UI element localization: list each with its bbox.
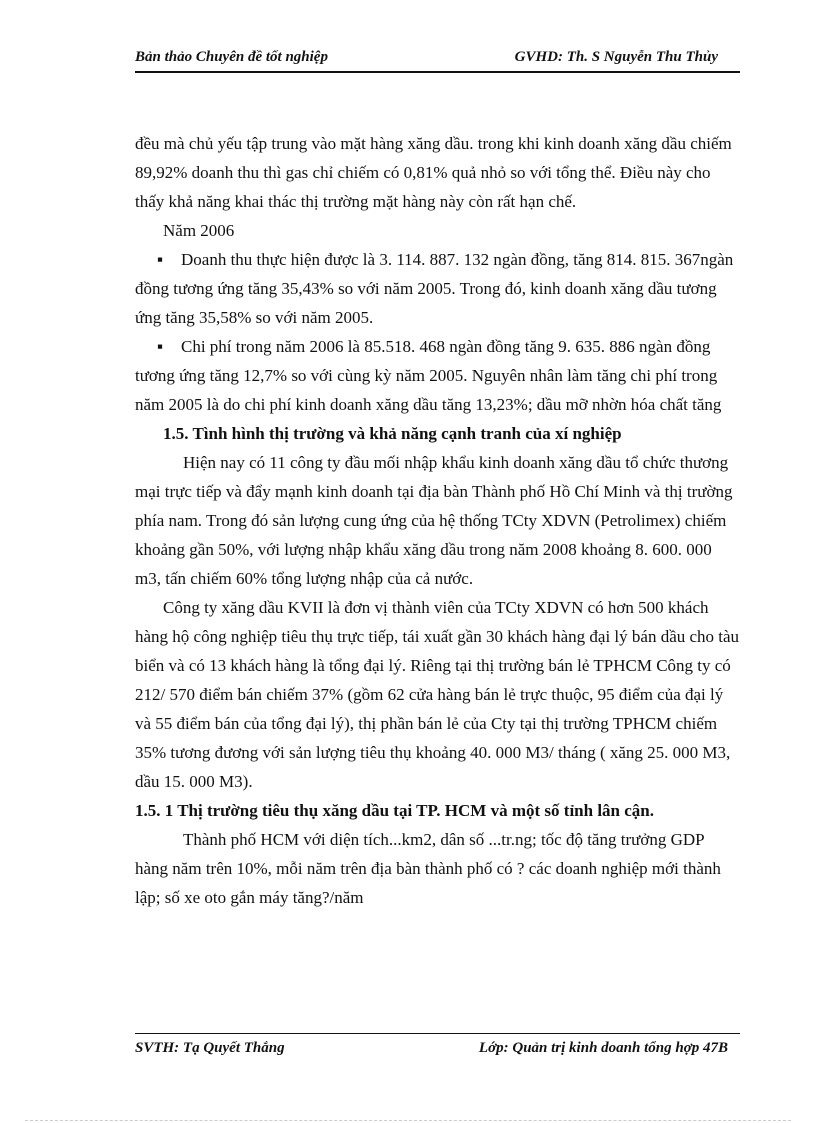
bullet-revenue-text: Doanh thu thực hiện được là 3. 114. 887. 132 ngàn đồng, tăng 814. 815. 367ngàn đồng tương ứng tăng 35,43% so với năm 2005. Trong đó, kinh doanh xăng dầu tương ứng tăng 35,58% so với năm 2005. [135,250,734,327]
section-heading-hcm-market: 1.5. 1 Thị trường tiêu thụ xăng dầu tại TP. HCM và một số tỉnh lân cận. [135,801,654,820]
document-body [135,129,740,912]
paragraph-gas-share: đều mà chủ yếu tập trung vào mặt hàng xăng dầu. trong khi kinh doanh xăng dầu chiếm 89,92% doanh thu thì gas chỉ chiếm có 0,81% quả nhỏ so với tổng thể. Điều này cho thấy khả năng khai thác thị trường mặt hàng này còn rất hạn chế. [135,134,732,211]
header-document-title: Bản thảo Chuyên đề tốt nghiệp [135,49,328,65]
bullet-cost-text: Chi phí trong năm 2006 là 85.518. 468 ngàn đồng tăng 9. 635. 886 ngàn đồng tương ứng tăng 12,7% so với cùng kỳ năm 2005. Nguyên nhân làm tăng chi phí trong năm 2005 là do chi phí kinh doanh xăng dầu tăng 13,23%; dầu mỡ nhờn hóa chất tăng [135,337,722,414]
bullet-marker: ▪ [157,337,164,356]
paragraph-importers: Hiện nay có 11 công ty đầu mối nhập khẩu kinh doanh xăng dầu tổ chức thương mại trực tiếp và đẩy mạnh kinh doanh tại địa bàn Thành phố Hồ Chí Minh và thị trường phía nam. Trong đó sản lượng cung ứng của hệ thống TCty XDVN (Petrolimex) chiếm khoảng gần 50%, với lượng nhập khẩu xăng dầu trong năm 2008 khoảng 8. 600. 000 m3, tấn chiếm 60% tổng lượng nhập của cả nước. [135,453,733,588]
page-footer [135,1033,740,1056]
footer-class: Lớp: Quản trị kinh doanh tổng hợp 47B [478,1040,728,1056]
bullet-revenue [135,245,740,332]
header-supervisor: GVHD: Th. S Nguyễn Thu Thủy [514,49,718,65]
bullet-marker: ▪ [157,250,164,269]
page-bottom-edge [25,1120,791,1121]
footer-student: SVTH: Tạ Quyết Thắng [135,1040,285,1056]
year-label: Năm 2006 [163,221,235,240]
section-heading-market: 1.5. Tình hình thị trường và khả năng cạnh tranh của xí nghiệp [163,424,622,443]
bullet-cost [135,332,740,419]
page-header [135,47,740,73]
paragraph-company-kvii: Công ty xăng dầu KVII là đơn vị thành viên của TCty XDVN có hơn 500 khách hàng hộ công nghiệp tiêu thụ trực tiếp, tái xuất gần 30 khách hàng đại lý bán dầu cho tàu biển và có 13 khách hàng là tổng đại lý. Riêng tại thị trường bán lẻ TPHCM Công ty có 212/ 570 điểm bán chiếm 37% (gồm 62 cửa hàng bán lẻ trực thuộc, 95 điểm của đại lý và 55 điểm bán của tổng đại lý), thị phần bán lẻ của Cty tại thị trường TPHCM chiếm 35% tương đương với sản lượng tiêu thụ khoảng 40. 000 M3/ tháng ( xăng 25. 000 M3, dầu 15. 000 M3). [135,598,740,791]
paragraph-hcm-city: Thành phố HCM với diện tích...km2, dân số ...tr.ng; tốc độ tăng trưởng GDP hàng năm trên 10%, mỗi năm trên địa bàn thành phố có ? các doanh nghiệp mới thành lập; số xe oto gắn máy tăng?/năm [135,830,721,907]
